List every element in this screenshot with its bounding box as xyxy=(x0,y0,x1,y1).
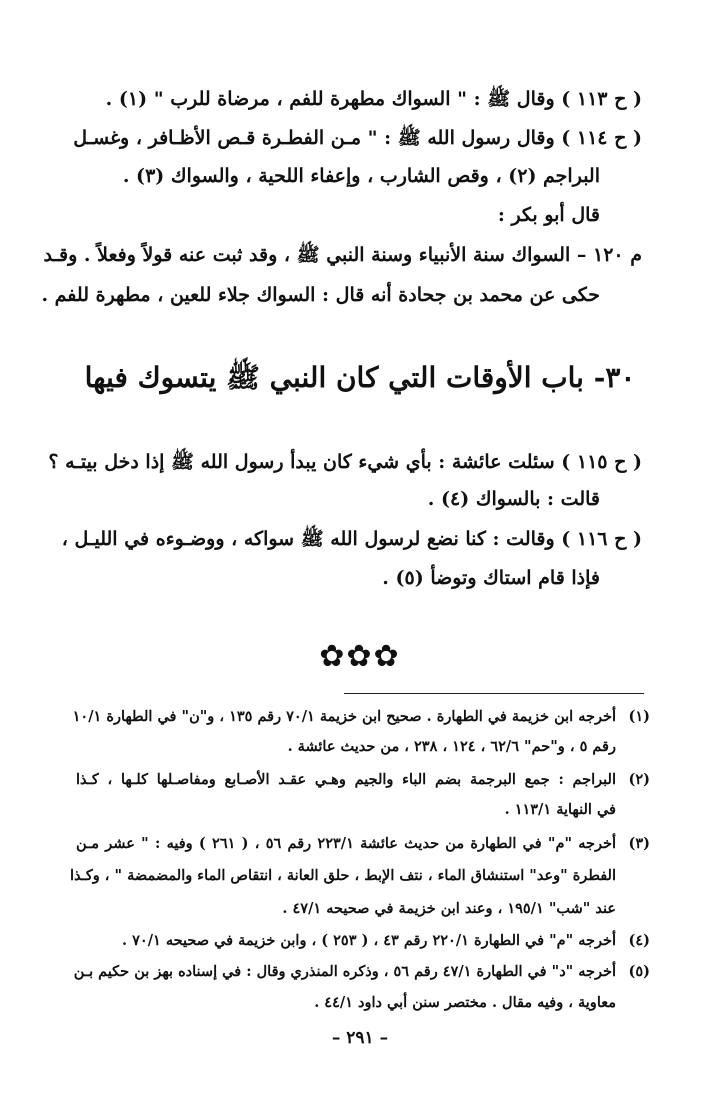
abu-bakr-label: قال أبو بكر : xyxy=(497,204,600,226)
footnote-1-line-2: رقم ٥ ، و"حم" ٦٢/٦ ، ١٢٤ ، ٢٣٨ ، من حديث عائشة . xyxy=(287,738,616,755)
footnote-2-line-1 xyxy=(76,770,650,790)
footnote-4-text: أخرجه "م" في الطهارة ٢٢٠/١ رقم ٤٣ ، ( ٢٥٣ ) ، وابن خزيمة في صحيحه ٧٠/١ . xyxy=(122,932,616,949)
footnote-3-line-3: عند "شب" ١٩٥/١ ، وعند ابن خزيمة في صحيحه ٤٧/١ . xyxy=(282,900,616,917)
footnote-5-line-2: معاوية ، وفيه مقال . مختصر سنن أبي داود ٤٤/١ . xyxy=(314,994,616,1011)
footnote-divider xyxy=(344,693,644,694)
footnote-5-text: أخرجه "د" في الطهارة ٤٧/١ رقم ٥٦ ، وذكره المنذري وقال : في إسناده بهز بن حكيم بـن xyxy=(73,963,616,980)
footnote-3-text: أخرجه "م" في الطهارة من حديث عائشة ٢٢٣/١ رقم ٥٦ ، ( ٢٦١ ) وفيه : " عشر مـن xyxy=(76,835,616,852)
chapter-heading: ٣٠- باب الأوقات التي كان النبي ﷺ يتسوك فيها xyxy=(84,361,636,394)
hadith-115-line-2: قالت : بالسواك (٤) . xyxy=(427,488,600,510)
flower-ornament-icon: ✿✿✿ xyxy=(319,639,401,674)
hadith-114-line-1: ( ح ١١٤ ) وقال رسول الله ﷺ : " مـن الفطـرة قـص الأظـافر ، وغسـل xyxy=(73,127,642,149)
page-number: – ٢٩١ – xyxy=(331,1028,389,1048)
footnote-3-number: (٣) xyxy=(628,835,650,852)
footnote-4-number: (٤) xyxy=(628,932,650,949)
footnote-5-line-1 xyxy=(73,962,650,982)
footnote-2-line-2: في النهاية ١١٣/١ . xyxy=(504,801,616,818)
footnote-3-line-2: الفطرة "وعد" استنشاق الماء ، نتف الإبط ، حلق العانة ، انتقاص الماء والمضمضة " ، وكـذا xyxy=(69,867,616,884)
footnote-1-number: (١) xyxy=(628,708,650,725)
masala-120-line-2: حكى عن محمد بن جحادة أنه قال : السواك جلاء للعين ، مطهرة للفم . xyxy=(41,284,600,306)
hadith-116-line-1: ( ح ١١٦ ) وقالت : كنا نضع لرسول الله ﷺ سواكه ، ووضـوءه في الليـل ، xyxy=(61,528,642,550)
footnote-2-number: (٢) xyxy=(628,771,650,788)
footnote-4-line-1 xyxy=(76,931,650,951)
hadith-114-line-2: البراجم (٢) ، وقص الشارب ، وإعفاء اللحية ، والسواك (٣) . xyxy=(122,165,600,187)
footnote-2-text: البراجم : جمع البرجمة بضم الباء والجيم وهـي عقـد الأصـابع ومفاصـلها كلـها ، كـذا xyxy=(76,771,616,788)
footnote-5-number: (٥) xyxy=(628,963,650,980)
hadith-116-line-2: فإذا قام استاك وتوضأ (٥) . xyxy=(382,567,600,589)
footnote-1-text: أخرجه ابن خزيمة في الطهارة . صحيح ابن خزيمة ٧٠/١ رقم ١٣٥ ، و"ن" في الطهارة ١٠/١ xyxy=(72,708,616,725)
masala-120-line-1: م ١٢٠ – السواك سنة الأنبياء وسنة النبي ﷺ ، وقد ثبت عنه قولاً وفعلاً . وقـد xyxy=(43,244,642,266)
footnote-3-line-1 xyxy=(76,834,650,854)
hadith-115-line-1: ( ح ١١٥ ) سئلت عائشة : بأي شيء كان يبدأ رسول الله ﷺ إذا دخل بيتـه ؟ xyxy=(48,451,642,473)
footnote-1-line-1 xyxy=(72,707,650,727)
hadith-113-line: ( ح ١١٣ ) وقال ﷺ : " السواك مطهرة للفم ، مرضاة للرب " (١) . xyxy=(105,88,642,110)
